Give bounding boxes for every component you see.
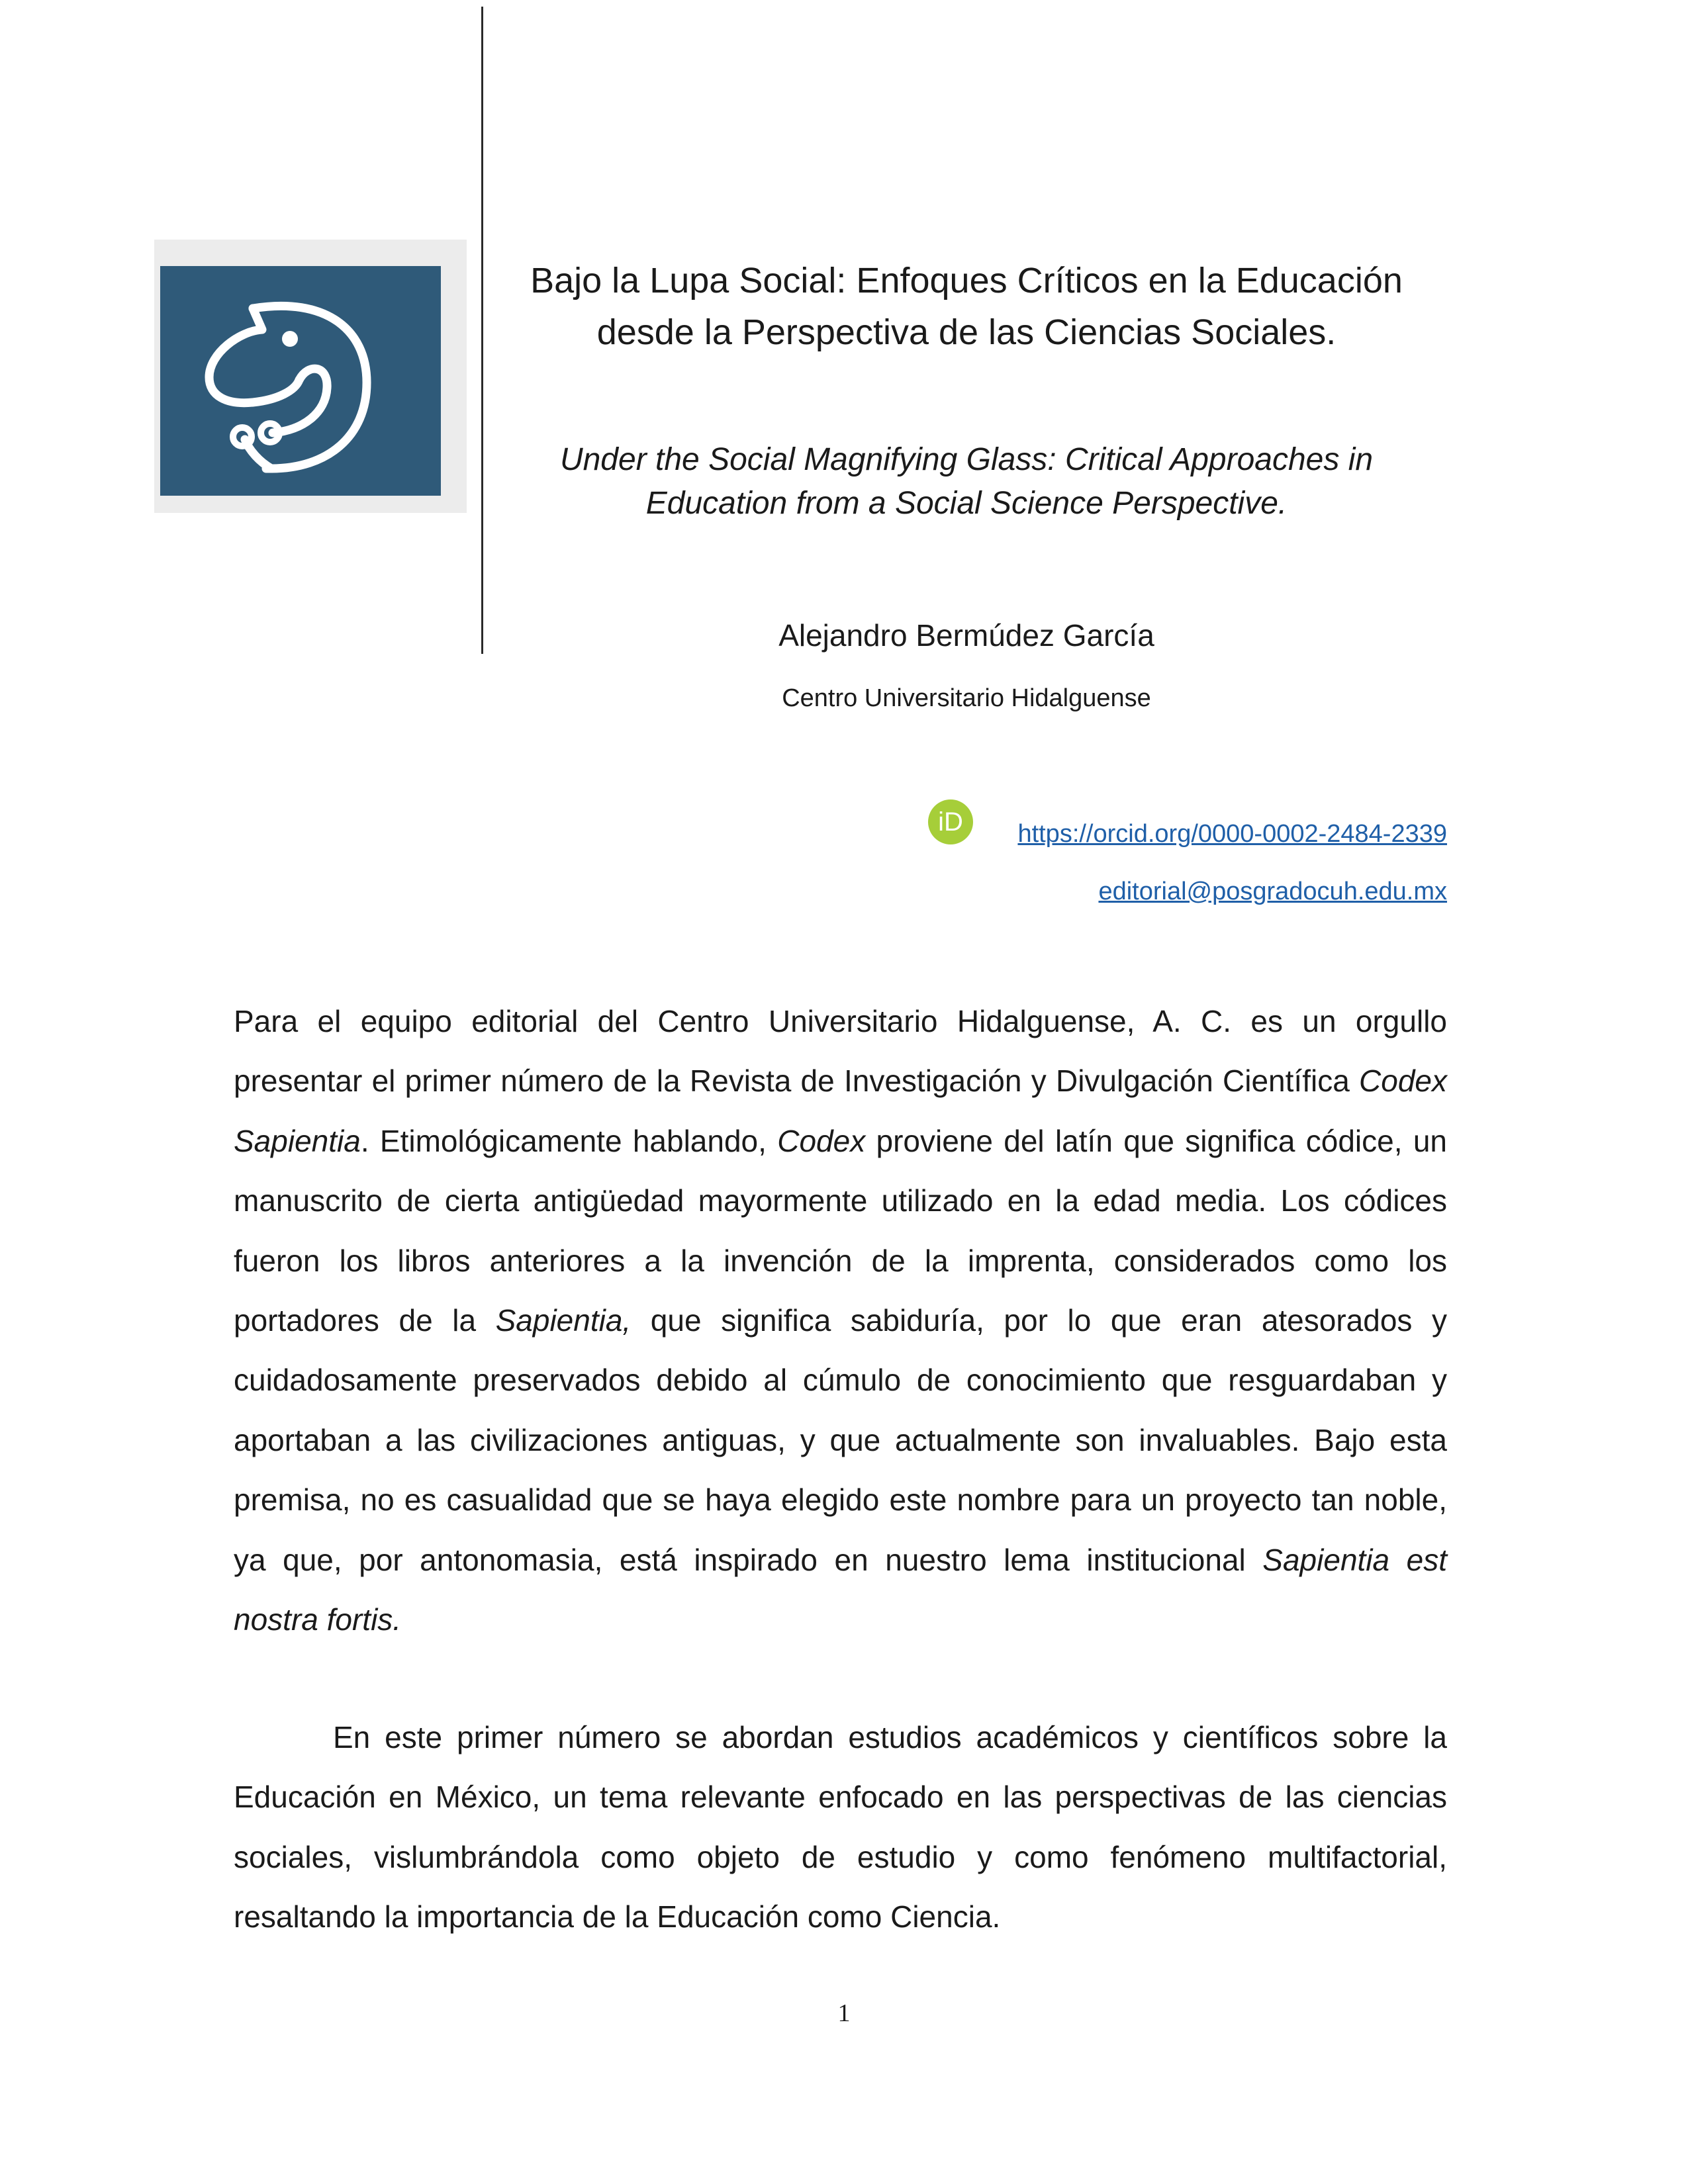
page-number: 1 xyxy=(837,1999,851,2027)
p1-italic-4: Sapientia est nostra fortis. xyxy=(234,1542,1447,1637)
subtitle-line-1: Under the Social Magnifying Glass: Critical Approaches in xyxy=(559,442,1374,477)
p1-italic-1: Codex Sapientia xyxy=(234,1064,1447,1158)
author-name: Alejandro Bermúdez García xyxy=(778,618,1154,653)
article-title xyxy=(503,255,1430,358)
p1-italic-2: Codex xyxy=(777,1123,866,1158)
header-divider xyxy=(481,7,483,654)
p1-text-1: Para el equipo editorial del Centro Universitario Hidalguense, A. C. es un orgullo presentar el primer número de la Revista de Investigación y Divulgación Científica xyxy=(234,1004,1447,1099)
body-paragraph-1 xyxy=(234,991,1447,1649)
p1-text-2: . Etimológicamente hablando, xyxy=(360,1123,778,1158)
orcid-icon: iD xyxy=(928,799,973,844)
p1-italic-3: Sapientia, xyxy=(495,1303,632,1338)
email-link[interactable]: editorial@posgradocuh.edu.mx xyxy=(1098,878,1447,905)
journal-logo-frame xyxy=(154,240,467,513)
orcid-link[interactable]: https://orcid.org/0000-0002-2484-2339 xyxy=(1017,820,1447,848)
journal-logo-icon xyxy=(160,266,441,496)
p1-text-4: que significa sabiduría, por lo que eran atesorados y cuidadosamente preservados debido al cúmulo de conocimiento que resguardaban y aportaban a las civilizaciones antiguas, y que actualmente son invaluables. Bajo esta premisa, no es casualidad que se haya elegido este nombre para un proyecto tan noble, ya que, por antonomasia, está inspirado en nuestro lema institucional xyxy=(234,1303,1447,1577)
article-subtitle xyxy=(503,438,1430,525)
body-paragraph-2: En este primer número se abordan estudios académicos y científicos sobre la Educación en México, un tema relevante enfocado en las perspectivas de las ciencias sociales, vislumbrándola como objeto de estudio y como fenómeno multifactorial, resaltando la importancia de la Educación como Ciencia. xyxy=(234,1720,1447,1934)
p1-text-3: proviene del latín que significa códice, un manuscrito de cierta antigüedad mayormente utilizado en la edad media. Los códices fueron los libros anteriores a la invención de la imprenta, considerados como los portadores de la xyxy=(234,1123,1447,1338)
title-line-2: desde la Perspectiva de las Ciencias Sociales. xyxy=(596,312,1336,352)
title-line-1: Bajo la Lupa Social: Enfoques Críticos en la Educación xyxy=(530,261,1403,300)
author-affiliation: Centro Universitario Hidalguense xyxy=(782,684,1151,712)
journal-logo xyxy=(160,266,441,496)
subtitle-line-2: Education from a Social Science Perspective. xyxy=(645,486,1288,521)
